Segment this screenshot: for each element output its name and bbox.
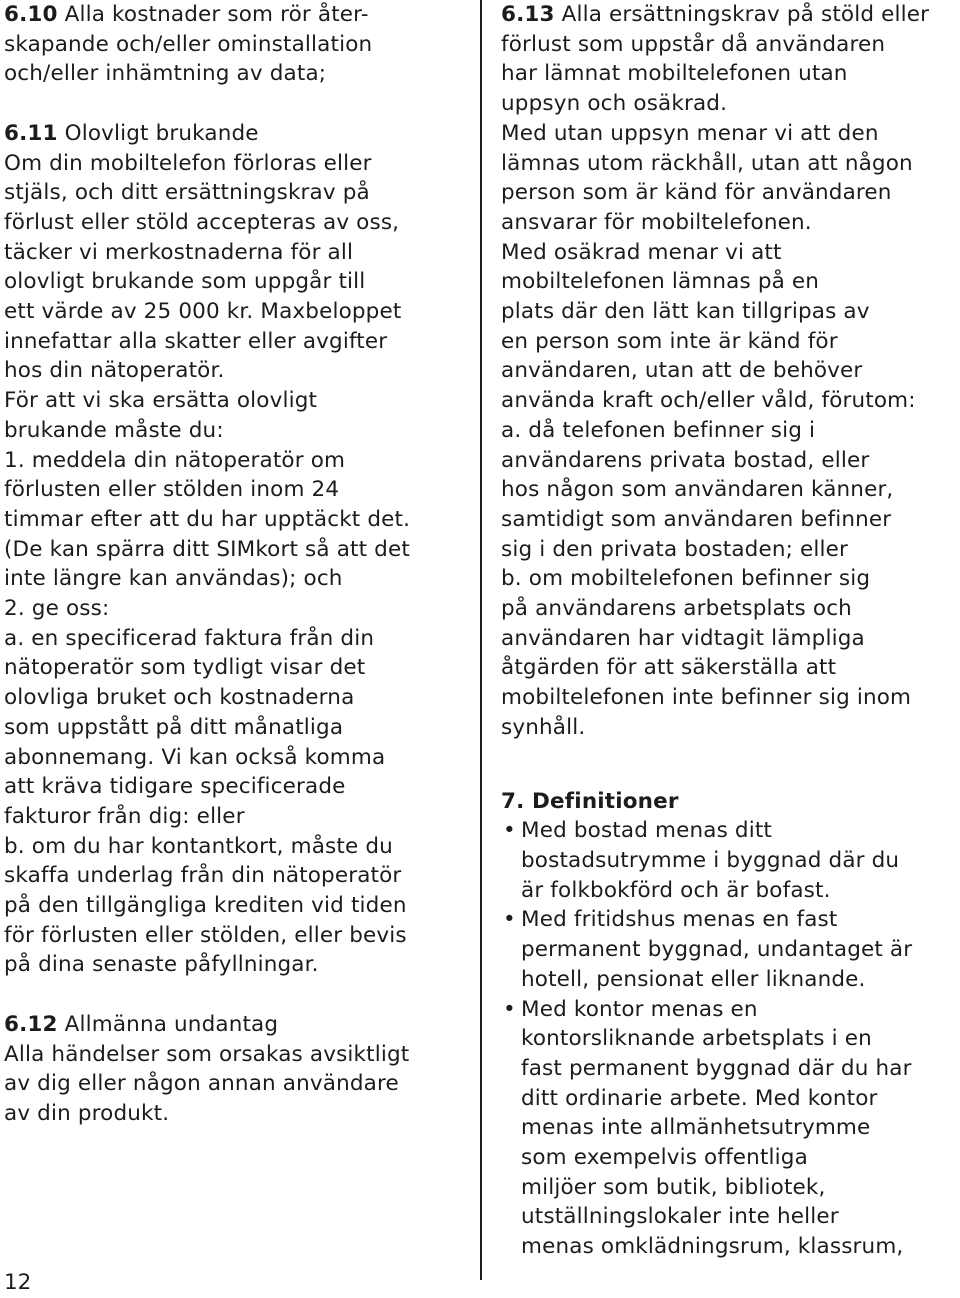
section-6-13-title-line: 6.13 Alla ersättningskrav på stöld eller [501,2,930,27]
page-number: 12 [4,1270,32,1295]
text-line: förlust som uppstår då användaren [501,31,886,57]
left-column [4,0,466,1129]
text-line: abonnemang. Vi kan också komma [4,744,386,770]
text-line: brukande måste du: [4,417,224,443]
text-line: plats där den lätt kan tillgripas av [501,299,870,325]
text-line: a. en specificerad faktura från din [4,625,375,651]
right-column [501,0,959,1262]
section-7-definitions [501,787,959,1262]
section-6-10 [4,0,466,89]
text-line: är folkbokförd och är bofast. [521,877,831,903]
text-line: stjäls, och ditt ersättningskrav på [4,180,370,206]
text-line: skaffa underlag från din nätoperatör [4,863,402,889]
text-line: hotell, pensionat eller liknande. [521,966,866,992]
text-line: bostadsutrymme i byggnad där du [521,847,900,873]
text-line: synhåll. [501,714,586,740]
text-line: kontorsliknande arbetsplats i en [521,1026,872,1052]
text-line: olovliga bruket och kostnaderna [4,685,355,711]
text-line: för förlusten eller stölden, eller bevis [4,922,407,948]
section-6-10-title-line: 6.10 Alla kostnader som rör åter- [4,2,369,27]
text-line: 2. ge oss: [4,596,110,622]
text-line: har lämnat mobiltelefonen utan [501,61,848,87]
text-line: ditt ordinarie arbete. Med kontor [521,1085,878,1111]
text-line: miljöer som butik, bibliotek, [521,1174,826,1200]
text-line: att kräva tidigare specificerade [4,774,346,800]
text-line: (De kan spärra ditt SIMkort så att det [4,536,410,562]
text-line: menas inte allmänhetsutrymme [521,1115,871,1141]
text-line: förlusten eller stölden inom 24 [4,477,340,503]
section-6-12 [4,1010,466,1129]
text-line: a. då telefonen befinner sig i [501,417,816,443]
text-line: person som är känd för användaren [501,180,892,206]
text-line: nätoperatör som tydligt visar det [4,655,366,681]
section-6-13 [501,0,959,743]
text-line: skapande och/eller ominstallation [4,31,373,57]
text-line: Med osäkrad menar vi att [501,239,782,265]
text-line: som uppstått på ditt månatliga [4,714,344,740]
text-line: och/eller inhämtning av data; [4,61,327,87]
text-line: b. om du har kontantkort, måste du [4,833,393,859]
text-line: som exempelvis offentliga [521,1145,808,1171]
text-line: Om din mobiltelefon förloras eller [4,150,372,176]
text-line: täcker vi merkostnaderna för all [4,239,354,265]
text-line: användaren, utan att de behöver [501,358,863,384]
text-line: innefattar alla skatter eller avgifter [4,328,388,354]
text-line: Alla händelser som orsakas avsiktligt [4,1041,410,1067]
text-line: åtgärden för att säkerställa att [501,655,837,681]
text-line: en person som inte är känd för [501,328,838,354]
list-item [501,816,959,905]
text-line: • Med kontor menas en [521,996,758,1022]
column-divider [480,0,482,1280]
text-line: använda kraft och/eller våld, förutom: [501,388,916,414]
text-line: av din produkt. [4,1100,170,1126]
section-number: 6.12 [4,1011,58,1037]
text-line: ansvarar för mobiltelefonen. [501,209,812,235]
section-6-11-title-line: 6.11 Olovligt brukande [4,120,259,146]
text-line: Med utan uppsyn menar vi att den [501,120,879,146]
text-line: utställningslokaler inte heller [521,1204,839,1230]
text-line: samtidigt som användaren befinner [501,506,892,532]
text-line: på dina senaste påfyllningar. [4,952,319,978]
definitions-list [501,816,959,1262]
section-6-11 [4,119,466,980]
text-line: b. om mobiltelefonen befinner sig [501,566,871,592]
text-line: användaren har vidtagit lämpliga [501,625,865,651]
text-line: olovligt brukande som uppgår till [4,269,366,295]
text-line: hos någon som användaren känner, [501,477,894,503]
text-line: av dig eller någon annan användare [4,1071,399,1097]
section-number: 6.11 [4,120,58,146]
text-line: användarens privata bostad, eller [501,447,870,473]
text-line: mobiltelefonen lämnas på en [501,269,820,295]
text-line: sig i den privata bostaden; eller [501,536,848,562]
text-line: på den tillgängliga krediten vid tiden [4,893,407,919]
text-line: mobiltelefonen inte befinner sig inom [501,685,912,711]
text-line: inte längre kan användas); och [4,566,343,592]
section-6-12-title-line: 6.12 Allmänna undantag [4,1011,279,1037]
text-line: timmar efter att du har upptäckt det. [4,506,411,532]
text-line: ett värde av 25 000 kr. Maxbeloppet [4,299,402,325]
text-line: fakturor från dig: eller [4,803,245,829]
text-line: förlust eller stöld accepteras av oss, [4,209,400,235]
list-item [501,905,959,994]
text-line: • Med fritidshus menas en fast [521,907,838,933]
section-heading: 7. Definitioner [501,788,679,814]
section-number: 6.13 [501,2,555,27]
text-line: menas omklädningsrum, klassrum, [521,1234,904,1260]
text-line: För att vi ska ersätta olovligt [4,388,318,414]
text-line: på användarens arbetsplats och [501,596,852,622]
text-line: 1. meddela din nätoperatör om [4,447,346,473]
text-line: lämnas utom räckhåll, utan att någon [501,150,913,176]
list-item [501,995,959,1262]
text-line: • Med bostad menas ditt [521,818,772,844]
text-line: uppsyn och osäkrad. [501,91,728,117]
text-line: permanent byggnad, undantaget är [521,937,913,963]
text-line: hos din nätoperatör. [4,358,225,384]
section-number: 6.10 [4,2,58,27]
text-line: fast permanent byggnad där du har [521,1055,912,1081]
